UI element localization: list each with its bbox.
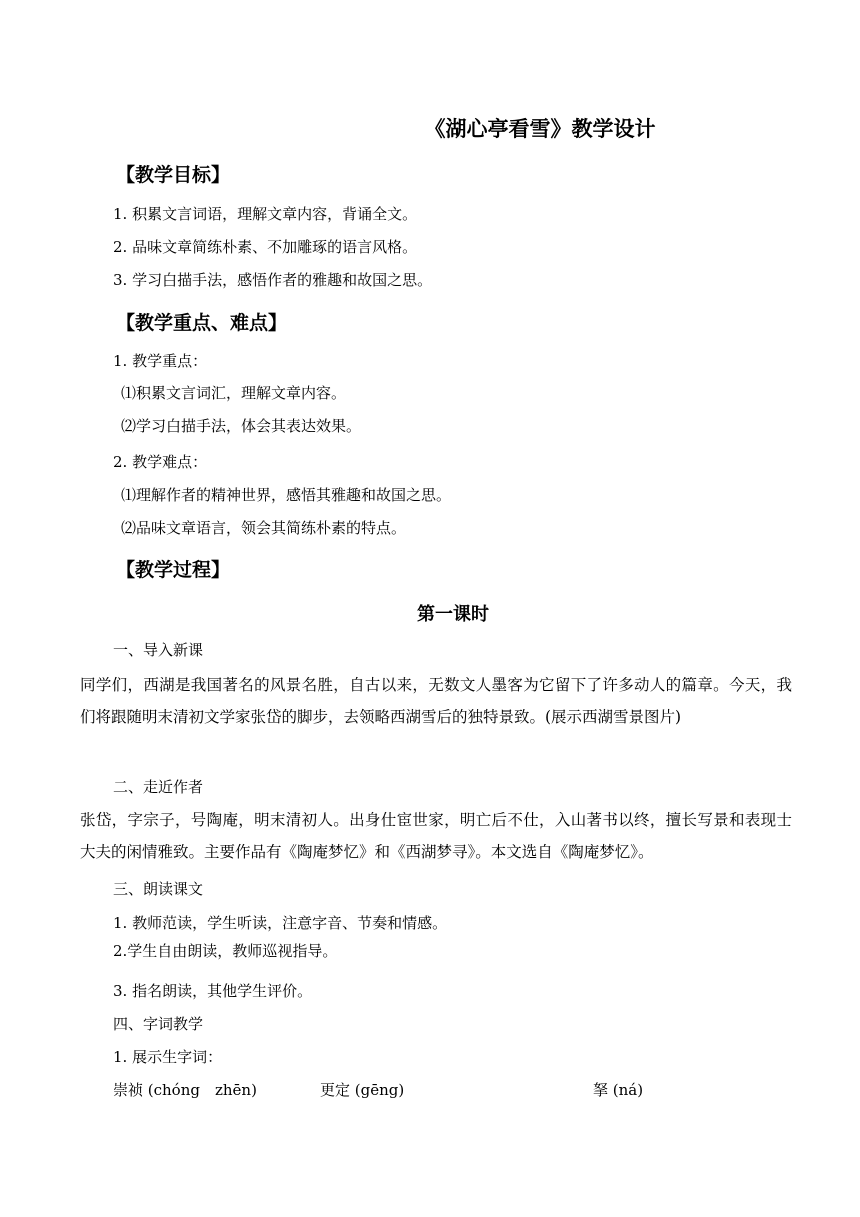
objectives-heading: 【教学目标】 — [116, 164, 231, 186]
vocab-word: 更定 (gēng) — [320, 1081, 405, 1099]
step-label: 二、走近作者 — [113, 778, 204, 796]
vocab-word: 拏 (ná) — [593, 1081, 644, 1099]
difficulty-item: ⑵品味文章语言，领会其简练朴素的特点。 — [121, 519, 407, 537]
focus-item: ⑵学习白描手法，体会其表达效果。 — [121, 417, 362, 435]
vocab-label: 1. 展示生字词： — [113, 1048, 223, 1066]
document-title: 《湖心亭看雪》教学设计 — [424, 117, 656, 141]
step-label: 三、朗读课文 — [113, 880, 204, 898]
objective-item: 2. 品味文章简练朴素、不加雕琢的语言风格。 — [113, 238, 418, 256]
process-heading: 【教学过程】 — [116, 559, 231, 581]
step-label: 一、导入新课 — [113, 641, 204, 659]
difficulty-item: ⑴理解作者的精神世界，感悟其雅趣和故国之思。 — [121, 486, 452, 504]
step-paragraph: 张岱，字宗子，号陶庵，明末清初人。出身仕宦世家，明亡后不仕，入山著书以终，擅长写景和表现士大夫的闲情雅致。主要作品有《陶庵梦忆》和《西湖梦寻》。本文选自《陶庵梦忆》。 — [80, 811, 792, 861]
keypoints-heading: 【教学重点、难点】 — [116, 312, 288, 334]
reading-item: 1. 教师范读，学生听读，注意字音、节奏和情感。 — [113, 914, 448, 932]
focus-item: ⑴积累文言词汇，理解文章内容。 — [121, 384, 347, 402]
step-label: 四、字词教学 — [113, 1015, 204, 1033]
reading-item: 2.学生自由朗读，教师巡视指导。 — [113, 942, 338, 960]
focus-label: 1. 教学重点： — [113, 352, 208, 370]
objective-item: 1. 积累文言词语，理解文章内容，背诵全文。 — [113, 205, 418, 223]
lesson-title: 第一课时 — [417, 604, 489, 625]
difficulty-label: 2. 教学难点： — [113, 453, 208, 471]
vocab-word: 崇祯 (chóng zhēn) — [113, 1081, 257, 1099]
objective-item: 3. 学习白描手法，感悟作者的雅趣和故国之思。 — [113, 271, 433, 289]
reading-item: 3. 指名朗读，其他学生评价。 — [113, 982, 313, 1000]
step-paragraph: 同学们，西湖是我国著名的风景名胜，自古以来，无数文人墨客为它留下了许多动人的篇章。今天，我们将跟随明末清初文学家张岱的脚步，去领略西湖雪后的独特景致。(展示西湖雪景图片) — [80, 676, 792, 726]
